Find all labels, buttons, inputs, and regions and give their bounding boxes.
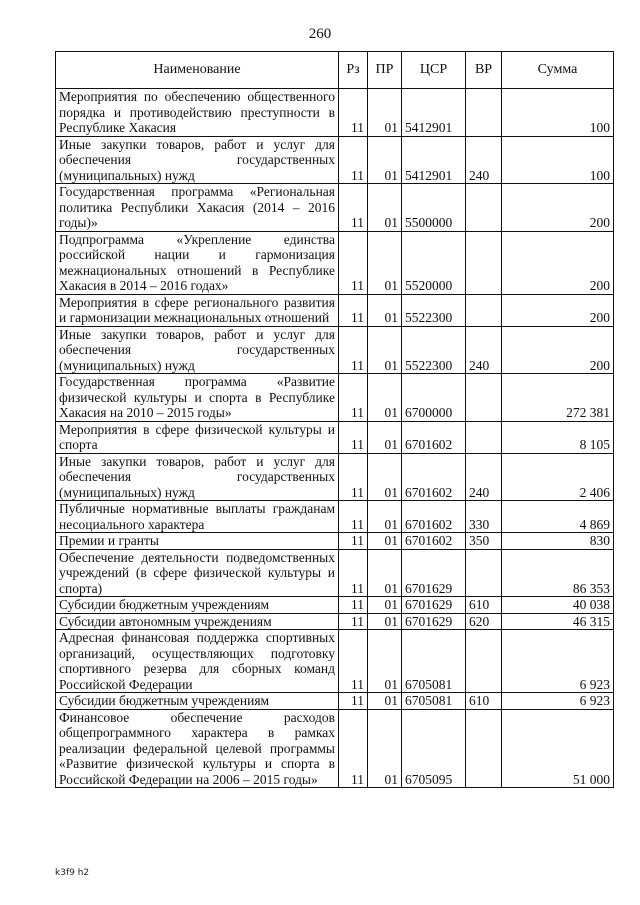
row-rz: 11 <box>339 533 368 550</box>
row-csr: 6701602 <box>402 453 466 501</box>
row-pr: 01 <box>368 549 402 597</box>
row-vr <box>466 89 502 137</box>
row-rz: 11 <box>339 89 368 137</box>
table-row <box>56 693 614 710</box>
row-vr: 610 <box>466 597 502 614</box>
table-row <box>56 597 614 614</box>
row-sum: 100 <box>502 136 614 184</box>
row-pr: 01 <box>368 501 402 533</box>
row-sum: 200 <box>502 184 614 232</box>
table-row <box>56 184 614 232</box>
header-csr: ЦСР <box>402 52 466 89</box>
row-rz: 11 <box>339 136 368 184</box>
row-name: Финансовое обеспечение расходов общепрограммного характера в рамках реализации федеральной целевой программы «Развитие физической культуры и спорта в Российской Федерации на 2006 – 2015 годы» <box>56 709 339 788</box>
row-vr: 240 <box>466 326 502 374</box>
row-csr: 6701629 <box>402 613 466 630</box>
header-rz: Рз <box>339 52 368 89</box>
row-name: Мероприятия по обеспечению общественного порядка и противодействию преступности в Республике Хакасия <box>56 89 339 137</box>
row-csr: 6705095 <box>402 709 466 788</box>
row-vr: 330 <box>466 501 502 533</box>
row-rz: 11 <box>339 549 368 597</box>
table-row <box>56 501 614 533</box>
row-pr: 01 <box>368 709 402 788</box>
row-name: Государственная программа «Развитие физической культуры и спорта в Республике Хакасия на 2010 – 2015 годы» <box>56 374 339 422</box>
row-csr: 5412901 <box>402 89 466 137</box>
table-row <box>56 630 614 693</box>
row-csr: 6701602 <box>402 421 466 453</box>
row-csr: 6705081 <box>402 693 466 710</box>
row-vr <box>466 374 502 422</box>
row-csr: 5500000 <box>402 184 466 232</box>
table-row <box>56 453 614 501</box>
row-csr: 6701629 <box>402 597 466 614</box>
row-name: Государственная программа «Региональная политика Республики Хакасия (2014 – 2016 годы)» <box>56 184 339 232</box>
row-name: Адресная финансовая поддержка спортивных организаций, осуществляющих подготовку спортивного резерва для сборных команд Российской Федерации <box>56 630 339 693</box>
table-row <box>56 709 614 788</box>
row-name: Субсидии бюджетным учреждениям <box>56 693 339 710</box>
header-name: Наименование <box>56 52 339 89</box>
row-vr: 610 <box>466 693 502 710</box>
row-vr: 240 <box>466 136 502 184</box>
row-pr: 01 <box>368 630 402 693</box>
row-sum: 830 <box>502 533 614 550</box>
table-row <box>56 533 614 550</box>
row-sum: 200 <box>502 326 614 374</box>
row-name: Иные закупки товаров, работ и услуг для обеспечения государственных (муниципальных) нужд <box>56 326 339 374</box>
row-sum: 51 000 <box>502 709 614 788</box>
row-sum: 86 353 <box>502 549 614 597</box>
row-rz: 11 <box>339 630 368 693</box>
row-vr <box>466 421 502 453</box>
row-csr: 6701602 <box>402 533 466 550</box>
row-vr: 620 <box>466 613 502 630</box>
row-name: Мероприятия в сфере физической культуры и спорта <box>56 421 339 453</box>
row-csr: 6700000 <box>402 374 466 422</box>
row-name: Иные закупки товаров, работ и услуг для обеспечения государственных (муниципальных) нужд <box>56 453 339 501</box>
table-row <box>56 421 614 453</box>
row-sum: 200 <box>502 231 614 294</box>
row-csr: 5522300 <box>402 294 466 326</box>
row-rz: 11 <box>339 709 368 788</box>
row-sum: 6 923 <box>502 693 614 710</box>
row-pr: 01 <box>368 231 402 294</box>
table-body <box>56 89 614 788</box>
row-sum: 40 038 <box>502 597 614 614</box>
row-csr: 6705081 <box>402 630 466 693</box>
row-vr: 350 <box>466 533 502 550</box>
row-sum: 100 <box>502 89 614 137</box>
row-name: Обеспечение деятельности подведомственных учреждений (в сфере физической культуры и спорта) <box>56 549 339 597</box>
row-pr: 01 <box>368 89 402 137</box>
table-header-row <box>56 52 614 89</box>
row-vr <box>466 184 502 232</box>
table-row <box>56 231 614 294</box>
row-rz: 11 <box>339 453 368 501</box>
row-vr <box>466 294 502 326</box>
table-row <box>56 89 614 137</box>
row-rz: 11 <box>339 501 368 533</box>
header-sum: Сумма <box>502 52 614 89</box>
row-pr: 01 <box>368 453 402 501</box>
row-name: Субсидии бюджетным учреждениям <box>56 597 339 614</box>
row-rz: 11 <box>339 294 368 326</box>
table-row <box>56 374 614 422</box>
row-rz: 11 <box>339 597 368 614</box>
table-row <box>56 326 614 374</box>
row-pr: 01 <box>368 421 402 453</box>
row-pr: 01 <box>368 136 402 184</box>
row-name: Премии и гранты <box>56 533 339 550</box>
row-name: Публичные нормативные выплаты гражданам несоциального характера <box>56 501 339 533</box>
row-pr: 01 <box>368 533 402 550</box>
page-number: 260 <box>308 26 332 42</box>
row-vr <box>466 709 502 788</box>
row-pr: 01 <box>368 693 402 710</box>
row-sum: 8 105 <box>502 421 614 453</box>
row-rz: 11 <box>339 613 368 630</box>
row-rz: 11 <box>339 184 368 232</box>
row-rz: 11 <box>339 231 368 294</box>
row-rz: 11 <box>339 374 368 422</box>
table-row <box>56 613 614 630</box>
row-vr <box>466 630 502 693</box>
row-csr: 5520000 <box>402 231 466 294</box>
header-vr: ВР <box>466 52 502 89</box>
row-pr: 01 <box>368 294 402 326</box>
footer-code: k3f9 h2 <box>55 868 90 878</box>
row-pr: 01 <box>368 374 402 422</box>
row-sum: 6 923 <box>502 630 614 693</box>
row-vr <box>466 549 502 597</box>
header-pr: ПР <box>368 52 402 89</box>
row-sum: 272 381 <box>502 374 614 422</box>
row-csr: 6701629 <box>402 549 466 597</box>
row-vr <box>466 231 502 294</box>
row-vr: 240 <box>466 453 502 501</box>
row-pr: 01 <box>368 597 402 614</box>
row-rz: 11 <box>339 326 368 374</box>
table-row <box>56 294 614 326</box>
row-sum: 200 <box>502 294 614 326</box>
row-name: Мероприятия в сфере регионального развития и гармонизации межнациональных отношений <box>56 294 339 326</box>
table-row <box>56 549 614 597</box>
row-sum: 2 406 <box>502 453 614 501</box>
budget-table <box>55 51 614 788</box>
row-pr: 01 <box>368 326 402 374</box>
row-pr: 01 <box>368 184 402 232</box>
row-name: Субсидии автономным учреждениям <box>56 613 339 630</box>
row-name: Иные закупки товаров, работ и услуг для обеспечения государственных (муниципальных) нужд <box>56 136 339 184</box>
table-row <box>56 136 614 184</box>
row-csr: 6701602 <box>402 501 466 533</box>
row-rz: 11 <box>339 693 368 710</box>
row-name: Подпрограмма «Укрепление единства российской нации и гармонизация межнациональных отношений в Республике Хакасия в 2014 – 2016 годах» <box>56 231 339 294</box>
row-rz: 11 <box>339 421 368 453</box>
row-csr: 5412901 <box>402 136 466 184</box>
row-pr: 01 <box>368 613 402 630</box>
row-sum: 46 315 <box>502 613 614 630</box>
row-csr: 5522300 <box>402 326 466 374</box>
row-sum: 4 869 <box>502 501 614 533</box>
